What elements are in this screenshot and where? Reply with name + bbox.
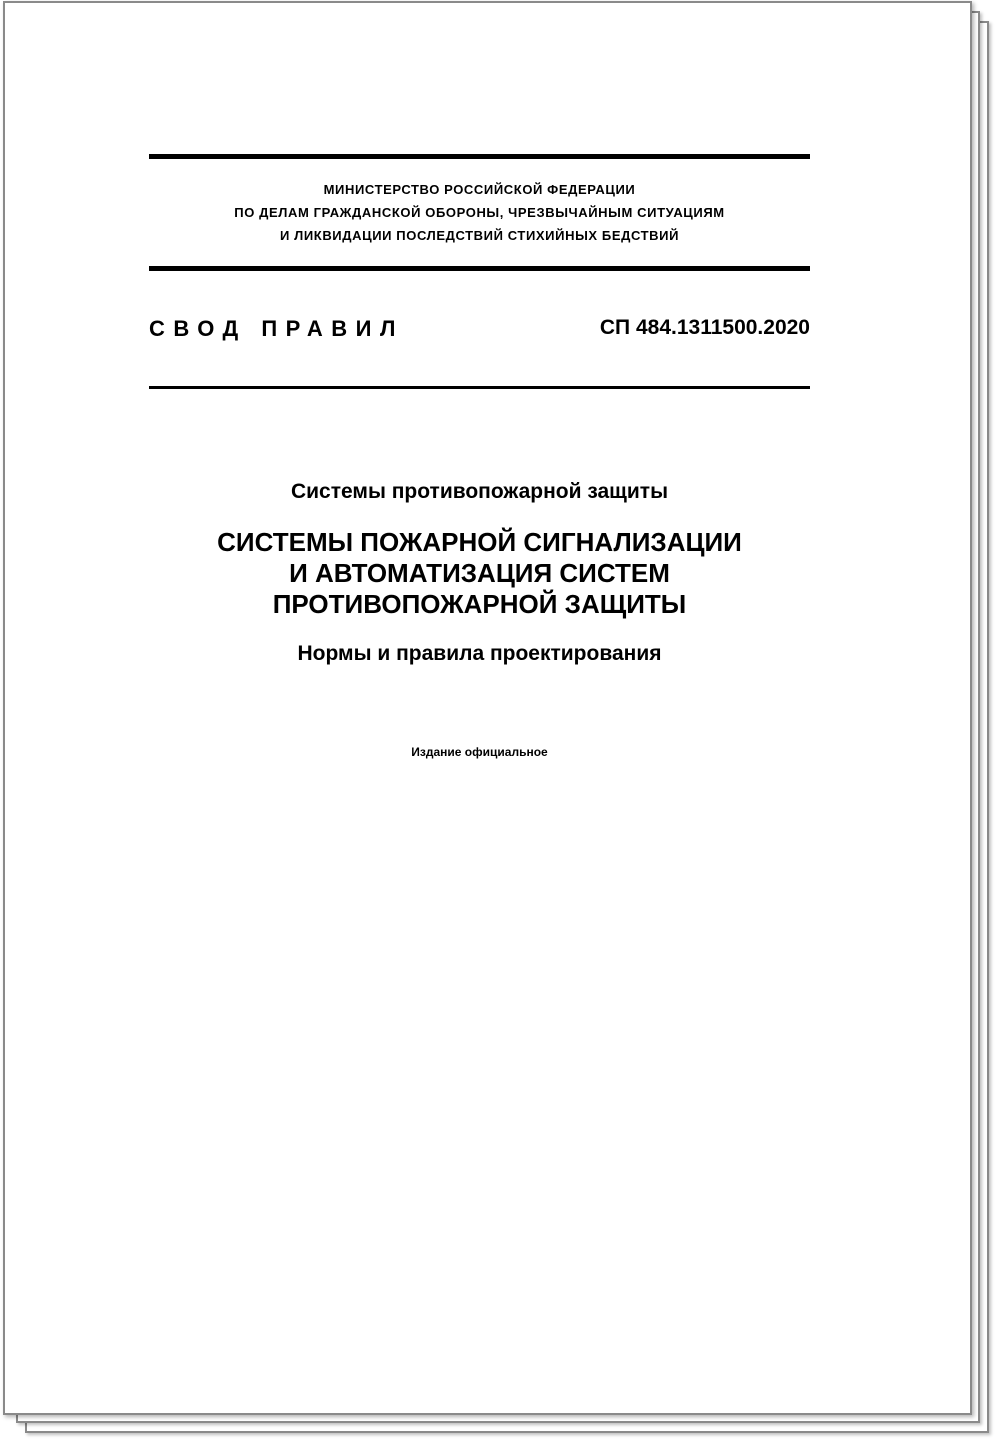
document-number: СП 484.1311500.2020: [599, 316, 810, 339]
thin-rule: [149, 386, 810, 389]
document-title: [119, 527, 840, 620]
code-row: [149, 316, 810, 346]
ministry-line-1: МИНИСТЕРСТВО РОССИЙСКОЙ ФЕДЕРАЦИИ: [323, 182, 636, 197]
ministry-header: [149, 178, 810, 247]
title-line-1: СИСТЕМЫ ПОЖАРНОЙ СИГНАЛИЗАЦИИ: [217, 527, 742, 557]
document-subtitle: Нормы и правила проектирования: [297, 642, 662, 665]
ministry-line-3: И ЛИКВИДАЦИИ ПОСЛЕДСТВИЙ СТИХИЙНЫХ БЕДСТВИЙ: [279, 228, 680, 243]
edition-note: Издание официальное: [411, 745, 548, 759]
title-line-2: И АВТОМАТИЗАЦИЯ СИСТЕМ: [289, 558, 670, 588]
top-thick-rule: [149, 154, 810, 159]
document-type: СВОД ПРАВИЛ: [149, 316, 404, 341]
ministry-line-2: ПО ДЕЛАМ ГРАЖДАНСКОЙ ОБОРОНЫ, ЧРЕЗВЫЧАЙНЫМ СИТУАЦИЯМ: [234, 205, 725, 220]
document-subject: Системы противопожарной защиты: [290, 480, 669, 503]
cover-content: [149, 0, 810, 1448]
title-line-3: ПРОТИВОПОЖАРНОЙ ЗАЩИТЫ: [272, 589, 687, 619]
middle-thick-rule: [149, 266, 810, 271]
